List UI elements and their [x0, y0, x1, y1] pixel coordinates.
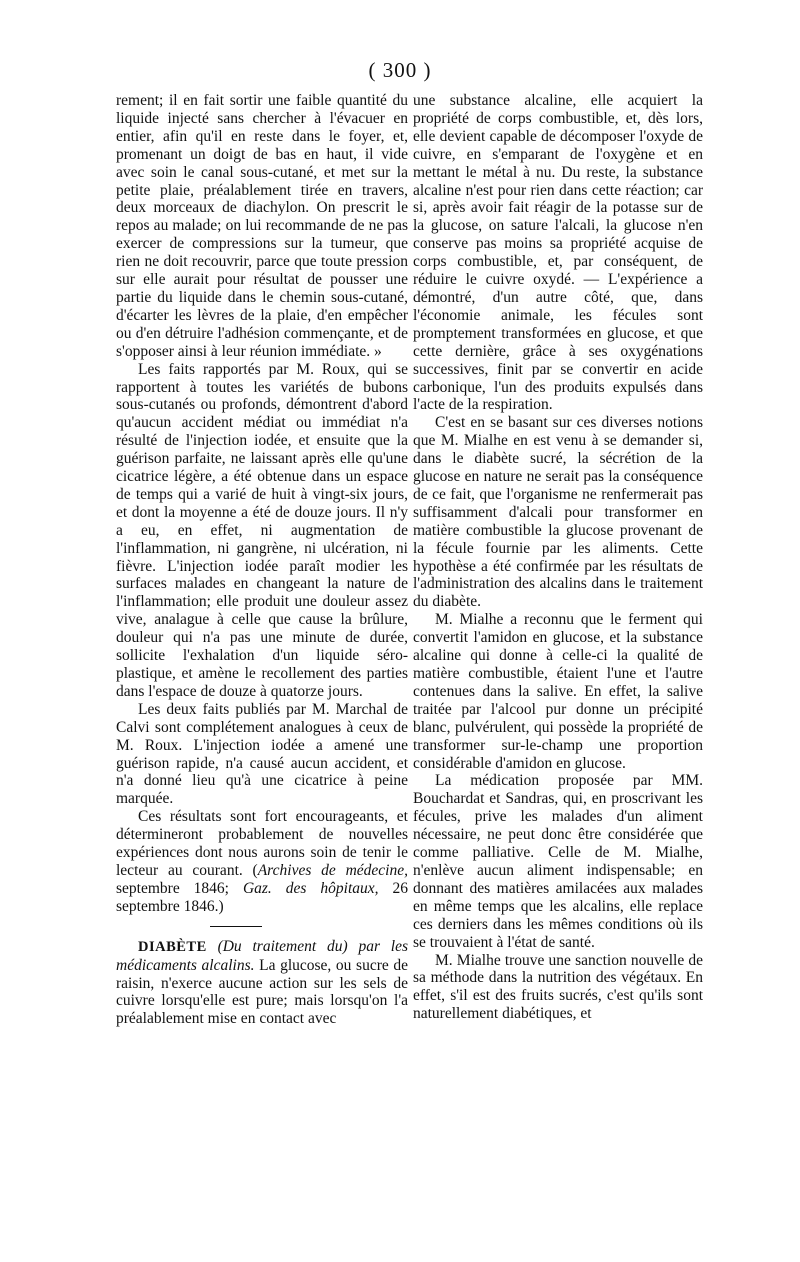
paragraph-text: La glucose, ou sucre de raisin, n'exerce aucune action sur les sels de cuivre lorsqu'elle est pure; mais lorsqu'on l'a préalablement mise en contact avec	[116, 956, 408, 1028]
paragraph: C'est en se basant sur ces diverses notions que M. Mialhe en est venu à se demander si, dans le diabète sucré, la sécrétion de la glucose en nature ne serait pas la conséquence de ce fait, que l'organisme ne renfermerait pas suffisamment d'alcali pour transformer en matière combustible la glucose provenant de la fécule fournie par les aliments. Cette hypothèse a été confirmée par les résultats de l'administration des alcalins dans le traitement du diabète.	[413, 414, 703, 611]
paragraph: La médication proposée par MM. Bouchardat et Sandras, qui, en proscrivant les fécules, prive les malades d'un aliment nécessaire, ne peut donc être considérée que comme palliative. Celle de M. Mialhe, n'enlève aucun aliment indispensable; en donnant des matières amilacées aux malades en même temps que les alcalins, elle replace ces derniers dans les mêmes conditions où ils se trouvaient à l'état de santé.	[413, 772, 703, 951]
paragraph-text: septembre 1846;	[116, 879, 243, 897]
paragraph	[116, 808, 408, 915]
paragraph: Les deux faits publiés par M. Marchal de Calvi sont complétement analogues à ceux de M. Roux. L'injection iodée a amené une guérison rapide, n'a causé aucun accident, et n'a donné lieu qu'à une cicatrice à peine marquée.	[116, 700, 408, 808]
paragraph-text: 26 septembre 1846.)	[116, 879, 408, 915]
citation: Archives de médecine,	[257, 861, 408, 879]
paragraph: M. Mialhe trouve une sanction nouvelle de sa méthode dans la nutrition des végétaux. En effet, s'il est des fruits sucrés, c'est qu'ils sont naturellement diabétiques, et	[413, 951, 703, 1023]
right-column	[413, 92, 703, 1023]
section-paragraph	[116, 938, 408, 1029]
page-number: ( 300 )	[368, 58, 432, 82]
paragraph: rement; il en fait sortir une faible quantité du liquide injecté sans chercher à l'évacuer en entier, afin qu'il en reste dans le foyer, et, promenant un doigt de bas en haut, il vide avec soin le canal sous-cutané, et met sur la petite plaie, préalablement tirée en travers, deux morceaux de diachylon. On prescrit le repos au malade; on lui recommande de ne pas exercer de compressions sur la tumeur, que rien ne doit recouvrir, parce que toute pression sur elle aurait pour résultat de pousser une partie du liquide dans le chemin sous-cutané, d'écarter les lèvres de la plaie, d'en empêcher ou d'en détruire l'adhésion commençante, et de s'opposer ainsi à leur réunion immédiate. »	[116, 92, 408, 360]
paragraph: Les faits rapportés par M. Roux, qui se rapportent à toutes les variétés de bubons sous-cutanés ou profonds, démontrent d'abord qu'aucun accident médiat ou immédiat n'a résulté de l'injection iodée, et ensuite que la guérison parfaite, ne laissant après elle qu'une cicatrice légère, a été obtenue dans un espace de temps qui a varié de huit à vingt-six jours, et dont la moyenne a été de douze jours. Il n'y a eu, en effet, ni augmentation de l'inflammation, ni gangrène, ni ulcération, ni fièvre. L'injection iodée paraît modier les surfaces malades en changeant la nature de l'inflammation; elle produit une douleur assez vive, analague à celle que cause la brûlure, douleur qui n'a pas une minute de durée, sollicite l'exhalation d'un liquide séro-plastique, et amène le recollement des parties dans l'espace de douze à quatorze jours.	[116, 360, 408, 700]
paragraph: M. Mialhe a reconnu que le ferment qui convertit l'amidon en glucose, et la substance alcaline qui donne à celle-ci la qualité de matière combustible, étaient l'une et l'autre contenues dans la salive. En effet, la salive traitée par l'alcool pur donne un précipité blanc, pulvérulent, qui possède la propriété de transformer sur-le-champ une proportion considérable d'amidon en glucose.	[413, 611, 703, 772]
left-column	[116, 92, 408, 1028]
paragraph-text: Ces résultats sont fort encourageants, et détermineront probablement de nouvelles expériences dont nous aurons soin de tenir le lecteur au courant. (	[116, 808, 408, 879]
section-divider	[210, 926, 262, 927]
section-subtitle: (Du traitement du) par les médicaments alcalins.	[116, 937, 408, 974]
section-heading: DIABÈTE	[138, 938, 207, 955]
citation: Gaz. des hôpitaux,	[242, 879, 379, 897]
paragraph: une substance alcaline, elle acquiert la propriété de corps combustible, et, dès lors, elle devient capable de décomposer l'oxyde de cuivre, en s'emparant de l'oxygène et en mettant le métal à nu. Du reste, la substance alcaline n'est pour rien dans cette réaction; car si, après avoir fait réagir de la potasse sur de la glucose, on sature l'alcali, la glucose n'en conserve pas moins sa propriété acquise de corps combustible, et, par conséquent, de réduire le cuivre oxydé. — L'expérience a démontré, d'un autre côté, que, dans l'économie animale, les fécules sont promptement transformées en glucose, et que cette dernière, grâce à ses oxygénations successives, finit par se convertir en acide carbonique, l'un des produits expulsés dans l'acte de la respiration.	[413, 92, 703, 414]
